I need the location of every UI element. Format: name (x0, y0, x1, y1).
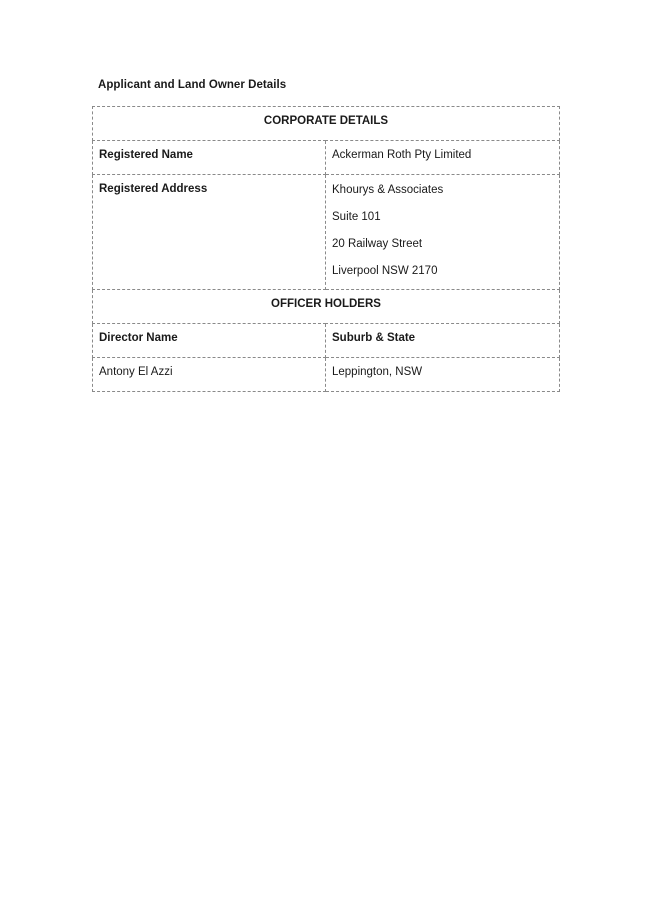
corporate-details-header-row (93, 107, 560, 141)
registered-address-row (93, 175, 560, 290)
document-heading: Applicant and Land Owner Details (98, 79, 287, 91)
registered-name-value: Ackerman Roth Pty Limited (326, 141, 560, 175)
address-line-4: Liverpool NSW 2170 (332, 265, 438, 277)
address-line-3: 20 Railway Street (332, 238, 423, 250)
registered-address-label: Registered Address (93, 175, 326, 290)
suburb-state-cell: Leppington, NSW (326, 358, 560, 392)
applicant-details-table (92, 106, 560, 392)
corporate-details-header: CORPORATE DETAILS (93, 107, 560, 141)
director-name-cell: Antony El Azzi (93, 358, 326, 392)
registered-name-label: Registered Name (93, 141, 326, 175)
officer-holders-header: OFFICER HOLDERS (93, 290, 560, 324)
director-name-column-header: Director Name (93, 324, 326, 358)
officer-column-headers-row (93, 324, 560, 358)
officer-holders-header-row (93, 290, 560, 324)
table-row (93, 358, 560, 392)
address-line-1: Khourys & Associates (332, 184, 444, 196)
suburb-state-column-header: Suburb & State (326, 324, 560, 358)
registered-address-value (326, 175, 560, 290)
registered-name-row (93, 141, 560, 175)
address-line-2: Suite 101 (332, 211, 381, 223)
